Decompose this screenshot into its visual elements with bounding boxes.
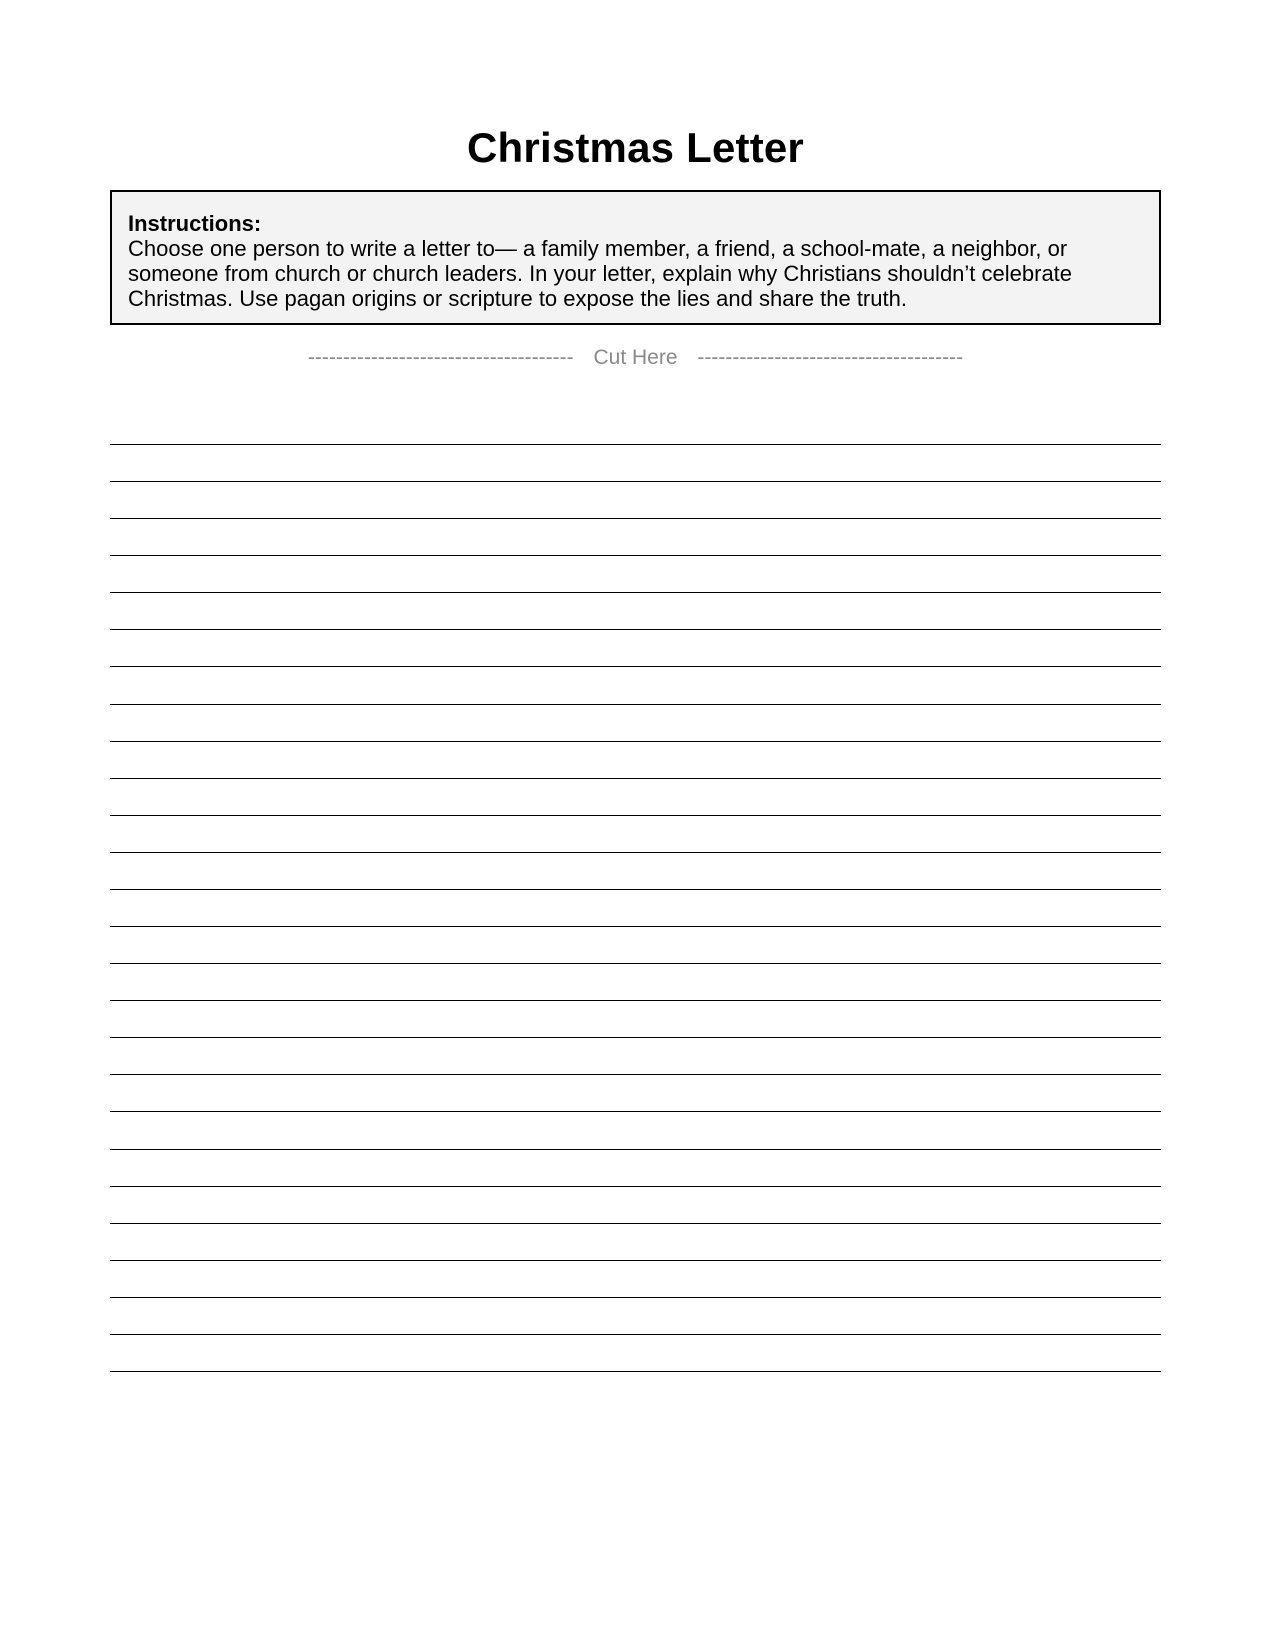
writing-line[interactable] xyxy=(110,481,1161,482)
writing-line[interactable] xyxy=(110,592,1161,593)
writing-line[interactable] xyxy=(110,1223,1161,1224)
writing-line[interactable] xyxy=(110,852,1161,853)
writing-line[interactable] xyxy=(110,926,1161,927)
cut-line-left-dashes: -------------------------------------- xyxy=(307,346,574,369)
writing-line[interactable] xyxy=(110,704,1161,705)
instructions-text-line-2: someone from church or church leaders. In your letter, explain why Christians shouldn’t celebrate xyxy=(128,261,1073,286)
instructions-text-line-1: Choose one person to write a letter to— a family member, a friend, a school-mate, a neighbor, or xyxy=(128,236,1068,261)
writing-line[interactable] xyxy=(110,629,1161,630)
writing-line[interactable] xyxy=(110,1260,1161,1261)
instructions-text-line-3: Christmas. Use pagan origins or scripture to expose the lies and share the truth. xyxy=(128,286,907,311)
writing-line[interactable] xyxy=(110,518,1161,519)
writing-line[interactable] xyxy=(110,1149,1161,1150)
writing-line[interactable] xyxy=(110,778,1161,779)
writing-line[interactable] xyxy=(110,741,1161,742)
writing-line[interactable] xyxy=(110,1111,1161,1112)
writing-line[interactable] xyxy=(110,815,1161,816)
writing-line[interactable] xyxy=(110,1297,1161,1298)
writing-line[interactable] xyxy=(110,1334,1161,1335)
writing-line[interactable] xyxy=(110,1186,1161,1187)
instructions-box xyxy=(110,190,1161,325)
writing-line[interactable] xyxy=(110,1037,1161,1038)
writing-line[interactable] xyxy=(110,1000,1161,1001)
writing-line[interactable] xyxy=(110,555,1161,556)
writing-line[interactable] xyxy=(110,666,1161,667)
writing-line[interactable] xyxy=(110,1074,1161,1075)
page-title: Christmas Letter xyxy=(467,124,804,171)
cut-line-right-dashes: -------------------------------------- xyxy=(697,346,964,369)
writing-line[interactable] xyxy=(110,444,1161,445)
writing-line[interactable] xyxy=(110,1371,1161,1372)
writing-line[interactable] xyxy=(110,963,1161,964)
cut-here-divider xyxy=(0,345,1271,371)
cut-here-label: Cut Here xyxy=(593,346,678,369)
instructions-heading: Instructions: xyxy=(128,211,262,236)
writing-line[interactable] xyxy=(110,889,1161,890)
